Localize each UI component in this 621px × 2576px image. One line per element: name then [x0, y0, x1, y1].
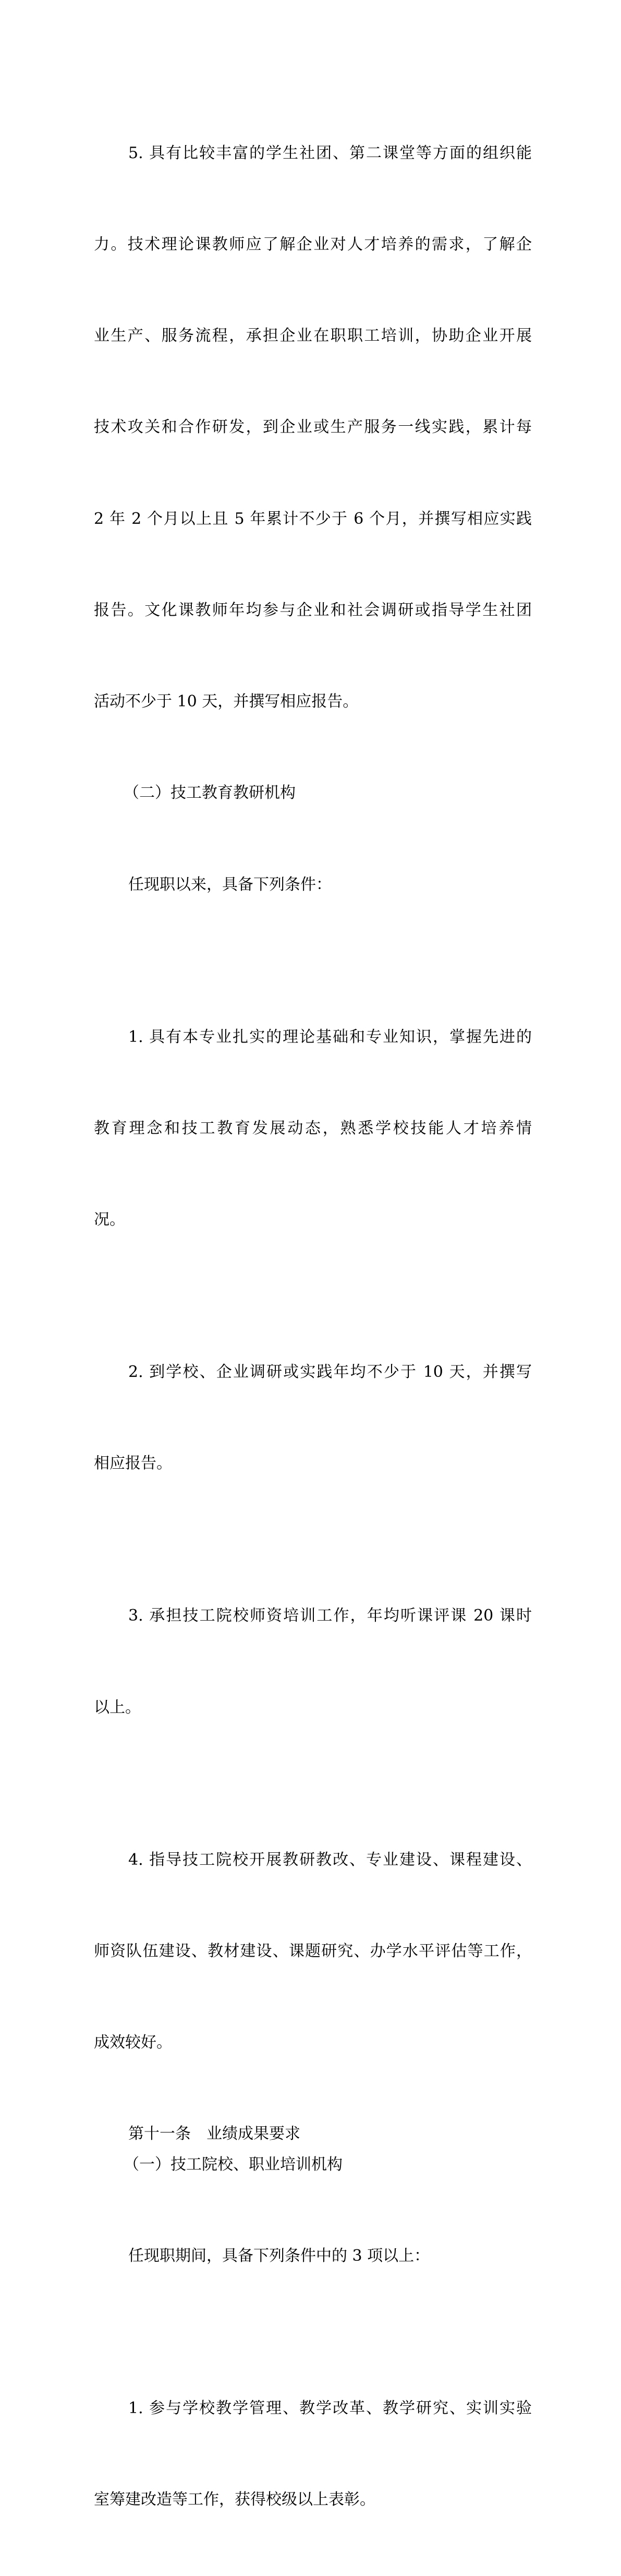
text-line: 1. 参与学校教学管理、教学改革、教学研究、实训实验 — [128, 2399, 532, 2417]
paragraph-intro-conditions — [94, 809, 532, 961]
text-line: 2 年 2 个月以上且 5 年累计不少于 6 个月，并撰写相应实践 — [94, 509, 532, 528]
text-line: 任现职以来，具备下列条件： — [128, 875, 332, 894]
document-page — [94, 77, 532, 2576]
text-line: 活动不少于 10 天，并撰写相应报告。 — [94, 692, 359, 711]
paragraph-item-3 — [94, 1540, 532, 1784]
paragraph-item-1 — [94, 961, 532, 1296]
paragraph-item-2 — [94, 1296, 532, 1540]
text-line: 力。技术理论课教师应了解企业对人才培养的需求，了解企 — [94, 235, 532, 254]
text-line: 以上。 — [94, 1698, 141, 1717]
text-line: 师资队伍建设、教材建设、课题研究、办学水平评估等工作， — [94, 1942, 532, 1960]
text-line: 况。 — [94, 1211, 125, 1229]
text-line: 相应报告。 — [94, 1454, 172, 1473]
paragraph-item-5 — [94, 77, 532, 778]
text-line: 1. 具有本专业扎实的理论基础和专业知识，掌握先进的 — [128, 1027, 532, 1046]
article-heading-11: 第十一条 业绩成果要求 — [128, 2125, 300, 2143]
text-line: 报告。文化课教师年均参与企业和社会调研或指导学生社团 — [94, 601, 532, 619]
section-heading-1: （一）技工院校、职业培训机构 — [124, 2155, 343, 2174]
text-line: 业生产、服务流程，承担企业在职职工培训，协助企业开展 — [94, 327, 532, 345]
paragraph-intro-conditions-3 — [94, 2180, 532, 2332]
text-line: 技术攻关和合作研发，到企业或生产服务一线实践，累计每 — [94, 418, 532, 437]
paragraph-achievement-1 — [94, 2332, 532, 2576]
text-line: 3. 承担技工院校师资培训工作，年均听课评课 20 课时 — [128, 1607, 532, 1625]
text-line: 2. 到学校、企业调研或实践年均不少于 10 天，并撰写 — [128, 1363, 532, 1382]
text-line: 4. 指导技工院校开展教研教改、专业建设、课程建设、 — [128, 1850, 532, 1869]
text-line: 教育理念和技工教育发展动态，熟悉学校技能人才培养情 — [94, 1119, 532, 1137]
text-line: 5. 具有比较丰富的学生社团、第二课堂等方面的组织能 — [128, 143, 532, 162]
text-line: 成效较好。 — [94, 2033, 172, 2052]
text-line: 室筹建改造等工作，获得校级以上表彰。 — [94, 2490, 375, 2509]
paragraph-item-4 — [94, 1784, 532, 2119]
section-heading-2: （二）技工教育教研机构 — [124, 784, 296, 802]
text-line: 任现职期间，具备下列条件中的 3 项以上： — [128, 2246, 430, 2265]
